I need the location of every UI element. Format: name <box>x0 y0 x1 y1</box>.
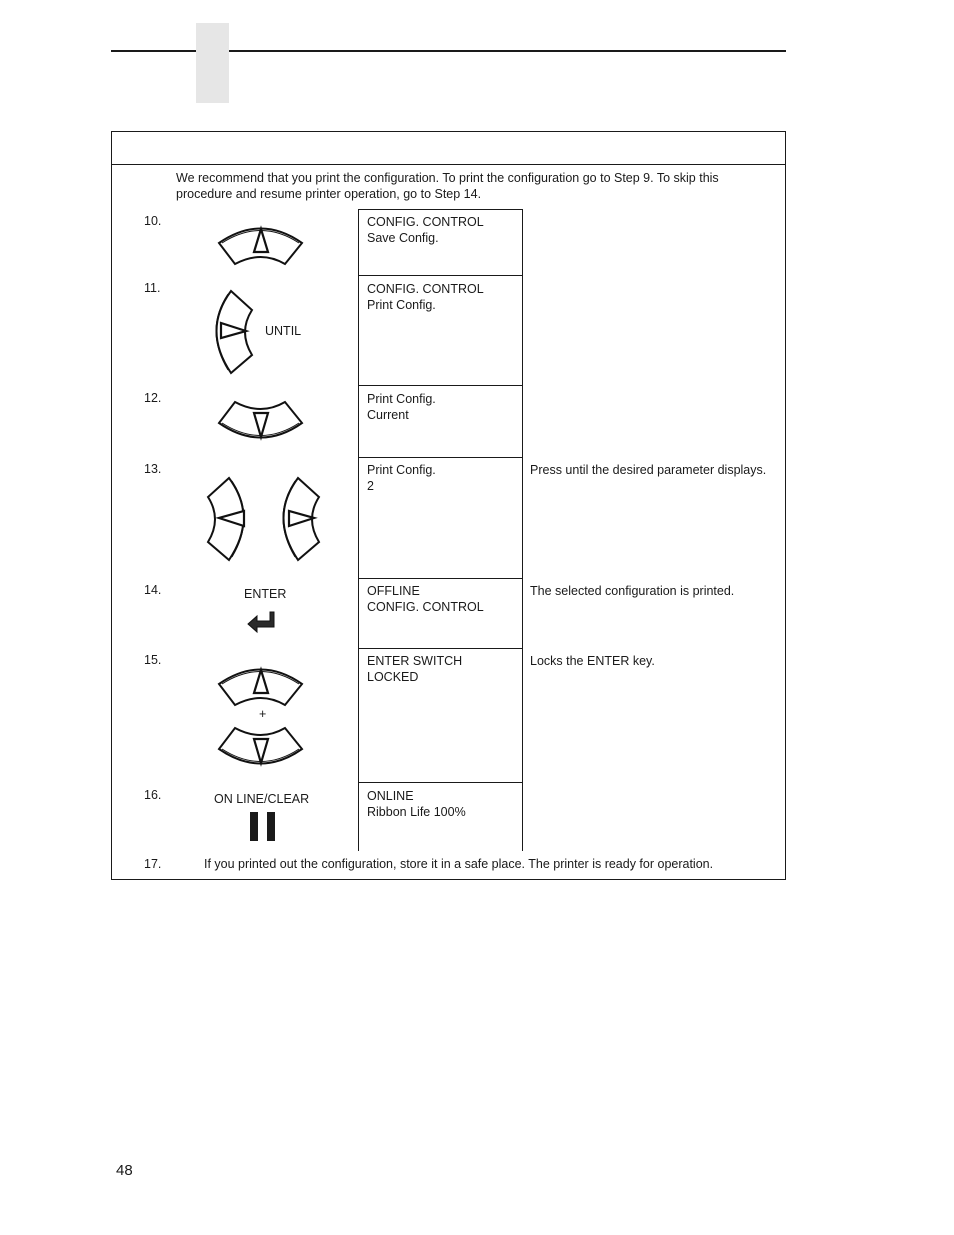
display-text: ENTER SWITCH LOCKED <box>367 654 463 684</box>
up-arrow-key-icon <box>210 660 310 710</box>
step-number: 16. <box>144 788 162 802</box>
page-number: 48 <box>116 1162 133 1179</box>
key-label-until: UNTIL <box>265 324 302 338</box>
right-arrow-key-icon <box>205 288 255 378</box>
display-text: CONFIG. CONTROL Print Config. <box>367 282 484 312</box>
step-note: Locks the ENTER key. <box>530 654 655 668</box>
step-note: Press until the desired parameter displays. <box>530 463 767 477</box>
display-cell-divider <box>358 782 523 783</box>
display-text: OFFLINE CONFIG. CONTROL <box>367 584 484 614</box>
display-cell-divider <box>358 275 523 276</box>
step-number: 11. <box>144 281 161 295</box>
pause-key-icon <box>248 811 278 842</box>
display-text: ONLINE Ribbon Life 100% <box>367 789 466 819</box>
table-title-row-divider <box>111 164 786 165</box>
step-number: 10. <box>144 214 162 228</box>
step-number: 14. <box>144 583 162 597</box>
display-cell-divider <box>358 457 523 458</box>
display-cell-divider <box>358 209 523 210</box>
key-label-online-clear: ON LINE/CLEAR <box>214 792 310 806</box>
step-number: 13. <box>144 462 162 476</box>
key-label-plus: + <box>259 707 267 721</box>
right-arrow-key-icon <box>272 475 322 565</box>
final-step-text: If you printed out the configuration, store it in a safe place. The printer is ready for operation. <box>204 857 714 871</box>
up-arrow-key-icon <box>210 219 310 269</box>
step-number: 12. <box>144 391 162 405</box>
intro-text: We recommend that you print the configuration. To print the configuration go to Step 9. To skip this procedure and resume printer operation, go to Step 14. <box>176 171 719 201</box>
display-cell-divider <box>358 648 523 649</box>
key-label-enter: ENTER <box>244 587 287 601</box>
display-cell-divider <box>358 385 523 386</box>
down-arrow-key-icon <box>210 397 310 447</box>
step-number: 17. <box>144 857 162 871</box>
enter-key-icon <box>246 610 278 635</box>
down-arrow-key-icon <box>210 723 310 773</box>
display-cell-divider <box>358 578 523 579</box>
display-text: CONFIG. CONTROL Save Config. <box>367 215 484 245</box>
display-text: Print Config. Current <box>367 392 436 422</box>
step-number: 15. <box>144 653 162 667</box>
display-text: Print Config. 2 <box>367 463 436 493</box>
left-arrow-key-icon <box>205 475 255 565</box>
chapter-tab <box>196 23 229 103</box>
step-note: The selected configuration is printed. <box>530 584 735 598</box>
